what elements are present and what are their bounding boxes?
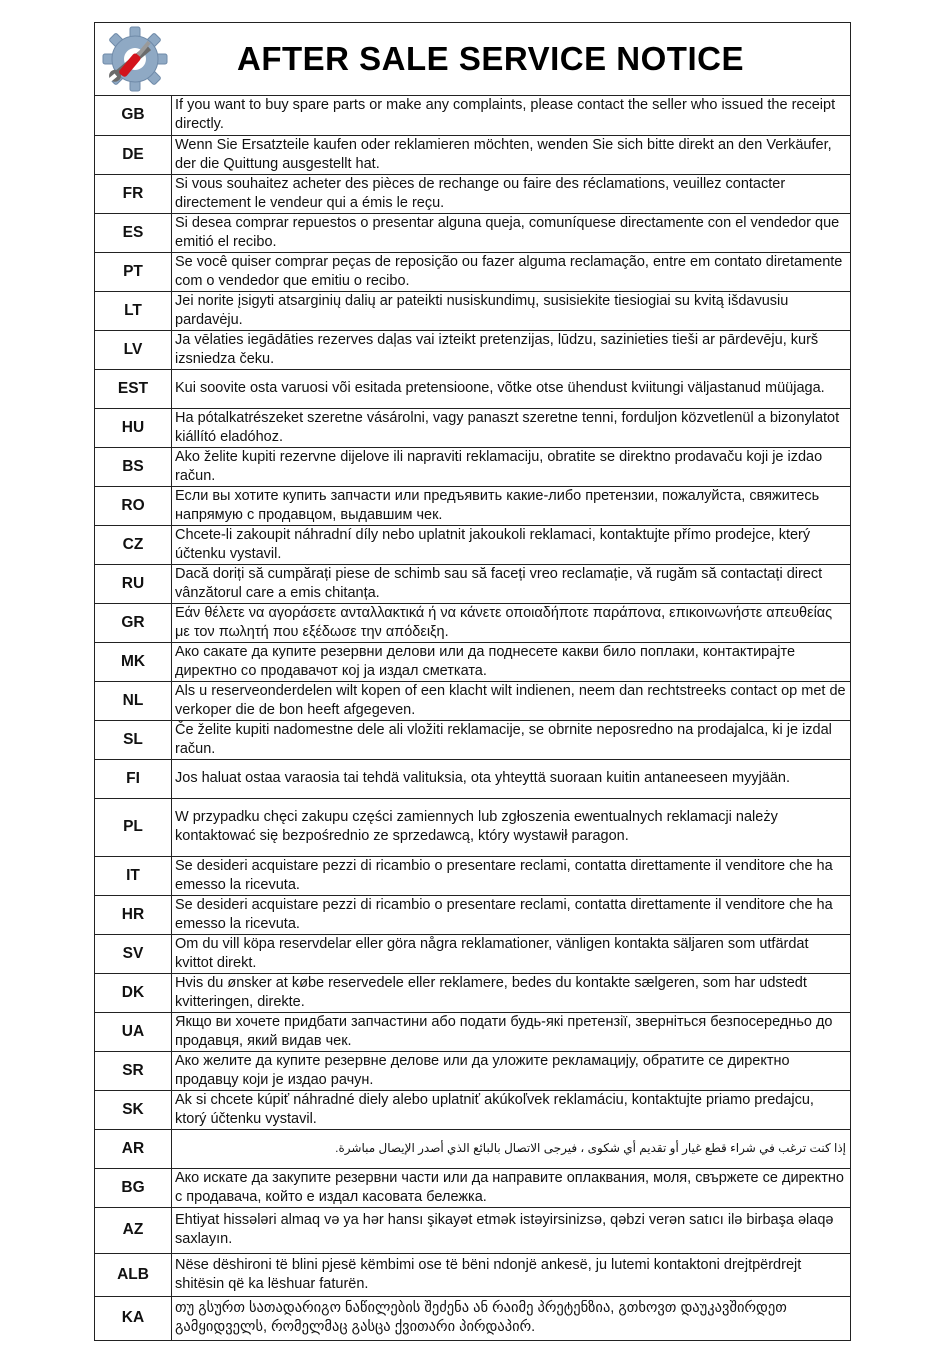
language-code: ALB — [95, 1253, 172, 1296]
notice-row — [95, 642, 850, 681]
notice-row — [95, 135, 850, 174]
notice-text: W przypadku chęci zakupu części zamiennych lub zgłoszenia ewentualnych reklamacji należy kontaktować się bezpośrednio ze sprzedawcą, który wystawił paragon. — [172, 798, 851, 856]
notice-row — [95, 447, 850, 486]
notice-text: Om du vill köpa reservdelar eller göra några reklamationer, vänligen kontakta säljaren som utfärdat kvittot direkt. — [172, 934, 851, 973]
language-code: RU — [95, 564, 172, 603]
notice-text: Kui soovite osta varuosi või esitada pretensioone, võtke otse ühendust kviitungi väljastanud müüjaga. — [172, 369, 851, 408]
language-code: GR — [95, 603, 172, 642]
notice-row — [95, 681, 850, 720]
notice-row — [95, 252, 850, 291]
notice-text: Jos haluat ostaa varaosia tai tehdä valituksia, ota yhteyttä suoraan kuitin antaneeseen myyjään. — [172, 759, 851, 798]
language-code: EST — [95, 369, 172, 408]
notice-text: Si vous souhaitez acheter des pièces de rechange ou faire des réclamations, veuillez contacter directement le vendeur qui a émis le reçu. — [172, 174, 851, 213]
notice-table — [95, 96, 850, 1340]
language-code: KA — [95, 1296, 172, 1340]
notice-row — [95, 798, 850, 856]
language-code: SL — [95, 720, 172, 759]
notice-text: Ehtiyat hissələri almaq və ya hər hansı şikayət etmək istəyirsinizsə, qəbzi verən satıcı ilə birbaşa əlaqə saxlayın. — [172, 1207, 851, 1253]
notice-row — [95, 213, 850, 252]
notice-row — [95, 895, 850, 934]
language-code: CZ — [95, 525, 172, 564]
notice-header — [95, 23, 850, 96]
language-code: FI — [95, 759, 172, 798]
notice-text: თუ გსურთ სათადარიგო ნაწილების შეძენა ან რაიმე პრეტენზია, გთხოვთ დაუკავშირდეთ გამყიდველს, რომელმაც გასცა ქვითარი პირდაპირ. — [172, 1296, 851, 1340]
language-code: SR — [95, 1051, 172, 1090]
notice-text: If you want to buy spare parts or make any complaints, please contact the seller who issued the receipt directly. — [175, 97, 836, 133]
notice-text: Hvis du ønsker at købe reservedele eller reklamere, bedes du kontakte sælgeren, som har udstedt kvitteringen, direkte. — [172, 973, 851, 1012]
language-code: LT — [95, 291, 172, 330]
notice-row — [95, 369, 850, 408]
language-code: PT — [95, 252, 172, 291]
notice-text: Se desideri acquistare pezzi di ricambio o presentare reclami, contatta direttamente il venditore che ha emesso la ricevuta. — [172, 856, 851, 895]
notice-row — [95, 330, 850, 369]
notice-text: Chcete-li zakoupit náhradní díly nebo uplatnit jakoukoli reklamaci, kontaktujte přímo prodejce, který účtenku vystavil. — [172, 525, 851, 564]
notice-row — [95, 564, 850, 603]
notice-row — [95, 603, 850, 642]
language-code: ES — [95, 213, 172, 252]
notice-text: Wenn Sie Ersatzteile kaufen oder reklamieren möchten, wenden Sie sich bitte direkt an den Verkäufer, der die Quittung ausgestellt hat. — [172, 135, 851, 174]
notice-row — [95, 96, 850, 135]
notice-text: Ha pótalkatrészeket szeretne vásárolni, vagy panaszt szeretne tenni, forduljon közvetlenül a bizonylatot kiállító eladóhoz. — [172, 408, 851, 447]
language-code: HR — [95, 895, 172, 934]
notice-text: Ja vēlaties iegādāties rezerves daļas vai izteikt pretenzijas, lūdzu, sazinieties tieši ar pārdevēju, kurš izsniedza čeku. — [172, 330, 851, 369]
language-code: NL — [95, 681, 172, 720]
notice-row — [95, 1090, 850, 1129]
notice-text: Si desea comprar repuestos o presentar alguna queja, comuníquese directamente con el vendedor que emitió el recibo. — [172, 213, 851, 252]
language-code: SV — [95, 934, 172, 973]
notice-text: Εάν θέλετε να αγοράσετε ανταλλακτικά ή να κάνετε οποιαδήποτε παράπονα, επικοινωνήστε απευθείας με τον πωλητή που εξέδωσε την απόδειξη. — [172, 603, 851, 642]
notice-row — [95, 408, 850, 447]
notice-text: إذا كنت ترغب في شراء قطع غيار أو تقديم أي شكوى ، فيرجى الاتصال بالبائع الذي أصدر الإيصال مباشرة. — [172, 1129, 851, 1168]
language-code: FR — [95, 174, 172, 213]
language-code: HU — [95, 408, 172, 447]
language-code: DE — [95, 135, 172, 174]
notice-text: Ако желите да купите резервне делове или да уложите рекламацију, обратите се директно продавцу који је издао рачун. — [172, 1051, 851, 1090]
notice-row — [95, 1012, 850, 1051]
notice-row — [95, 759, 850, 798]
language-code: SK — [95, 1090, 172, 1129]
language-code: PL — [95, 798, 172, 856]
notice-row — [95, 486, 850, 525]
notice-row — [95, 1129, 850, 1168]
notice-row — [95, 720, 850, 759]
language-code: LV — [95, 330, 172, 369]
notice-text: Se desideri acquistare pezzi di ricambio o presentare reclami, contatta direttamente il venditore che ha emesso la ricevuta. — [172, 895, 851, 934]
notice-text: Якщо ви хочете придбати запчастини або подати будь-які претензії, зверніться безпосередньо до продавця, який видав чек. — [172, 1012, 851, 1051]
notice-text: Ak si chcete kúpiť náhradné diely alebo uplatniť akúkoľvek reklamáciu, kontaktujte priamo predajcu, ktorý účtenku vystavil. — [172, 1090, 851, 1129]
notice-text: Als u reserveonderdelen wilt kopen of een klacht wilt indienen, neem dan rechtstreeks contact op met de verkoper die de bon heeft afgegeven. — [172, 681, 851, 720]
language-code: RO — [95, 486, 172, 525]
language-code: AZ — [95, 1207, 172, 1253]
language-code: UA — [95, 1012, 172, 1051]
notice-row — [95, 174, 850, 213]
language-code: MK — [95, 642, 172, 681]
notice-row — [95, 1296, 850, 1340]
notice-row — [95, 525, 850, 564]
notice-text: Se você quiser comprar peças de reposição ou fazer alguma reclamação, entre em contato diretamente com o vendedor que emitiu o recibo. — [172, 252, 851, 291]
language-code: AR — [95, 1129, 172, 1168]
language-code: BG — [95, 1168, 172, 1207]
notice-text: Nëse dëshironi të blini pjesë këmbimi ose të bëni ndonjë ankesë, ju lutemi kontaktoni drejtpërdrejt shitësin që ka lëshuar faturën. — [172, 1253, 851, 1296]
language-code: BS — [95, 447, 172, 486]
notice-row — [95, 934, 850, 973]
notice-text: Jei norite įsigyti atsarginių dalių ar pateikti nusiskundimų, susisiekite tiesiogiai su kvitą išdavusiu pardavėju. — [172, 291, 851, 330]
notice-row — [95, 1168, 850, 1207]
notice-text: Ako želite kupiti rezervne dijelove ili napraviti reklamaciju, obratite se direktno prodavaču koji je izdao račun. — [172, 447, 851, 486]
language-code: DK — [95, 973, 172, 1012]
language-code: GB — [95, 96, 172, 135]
notice-row — [95, 1051, 850, 1090]
notice-title: AFTER SALE SERVICE NOTICE — [237, 40, 744, 77]
language-code: IT — [95, 856, 172, 895]
notice-text: Если вы хотите купить запчасти или предъявить какие-либо претензии, пожалуйста, свяжитесь напрямую с продавцом, выдавшим чек. — [172, 486, 851, 525]
gear-wrench-screwdriver-icon — [95, 23, 175, 95]
notice-text: Ако сакате да купите резервни делови или да поднесете какви било поплаки, контактирајте директно со продавачот кој ја издал сметката. — [172, 642, 851, 681]
notice-row — [95, 973, 850, 1012]
notice-row — [95, 291, 850, 330]
notice-row — [95, 856, 850, 895]
notice-text: Ако искате да закупите резервни части или да направите оплаквания, моля, свържете се директно с продавача, който е издал касовата бележка. — [172, 1168, 851, 1207]
notice-text: Če želite kupiti nadomestne dele ali vložiti reklamacije, se obrnite neposredno na prodajalca, ki je izdal račun. — [172, 720, 851, 759]
after-sale-service-notice — [94, 22, 851, 1341]
notice-row — [95, 1253, 850, 1296]
notice-row — [95, 1207, 850, 1253]
notice-text: Dacă doriți să cumpărați piese de schimb sau să faceți vreo reclamație, vă rugăm să contactați direct vânzătorul care a emis chitanța. — [172, 564, 851, 603]
